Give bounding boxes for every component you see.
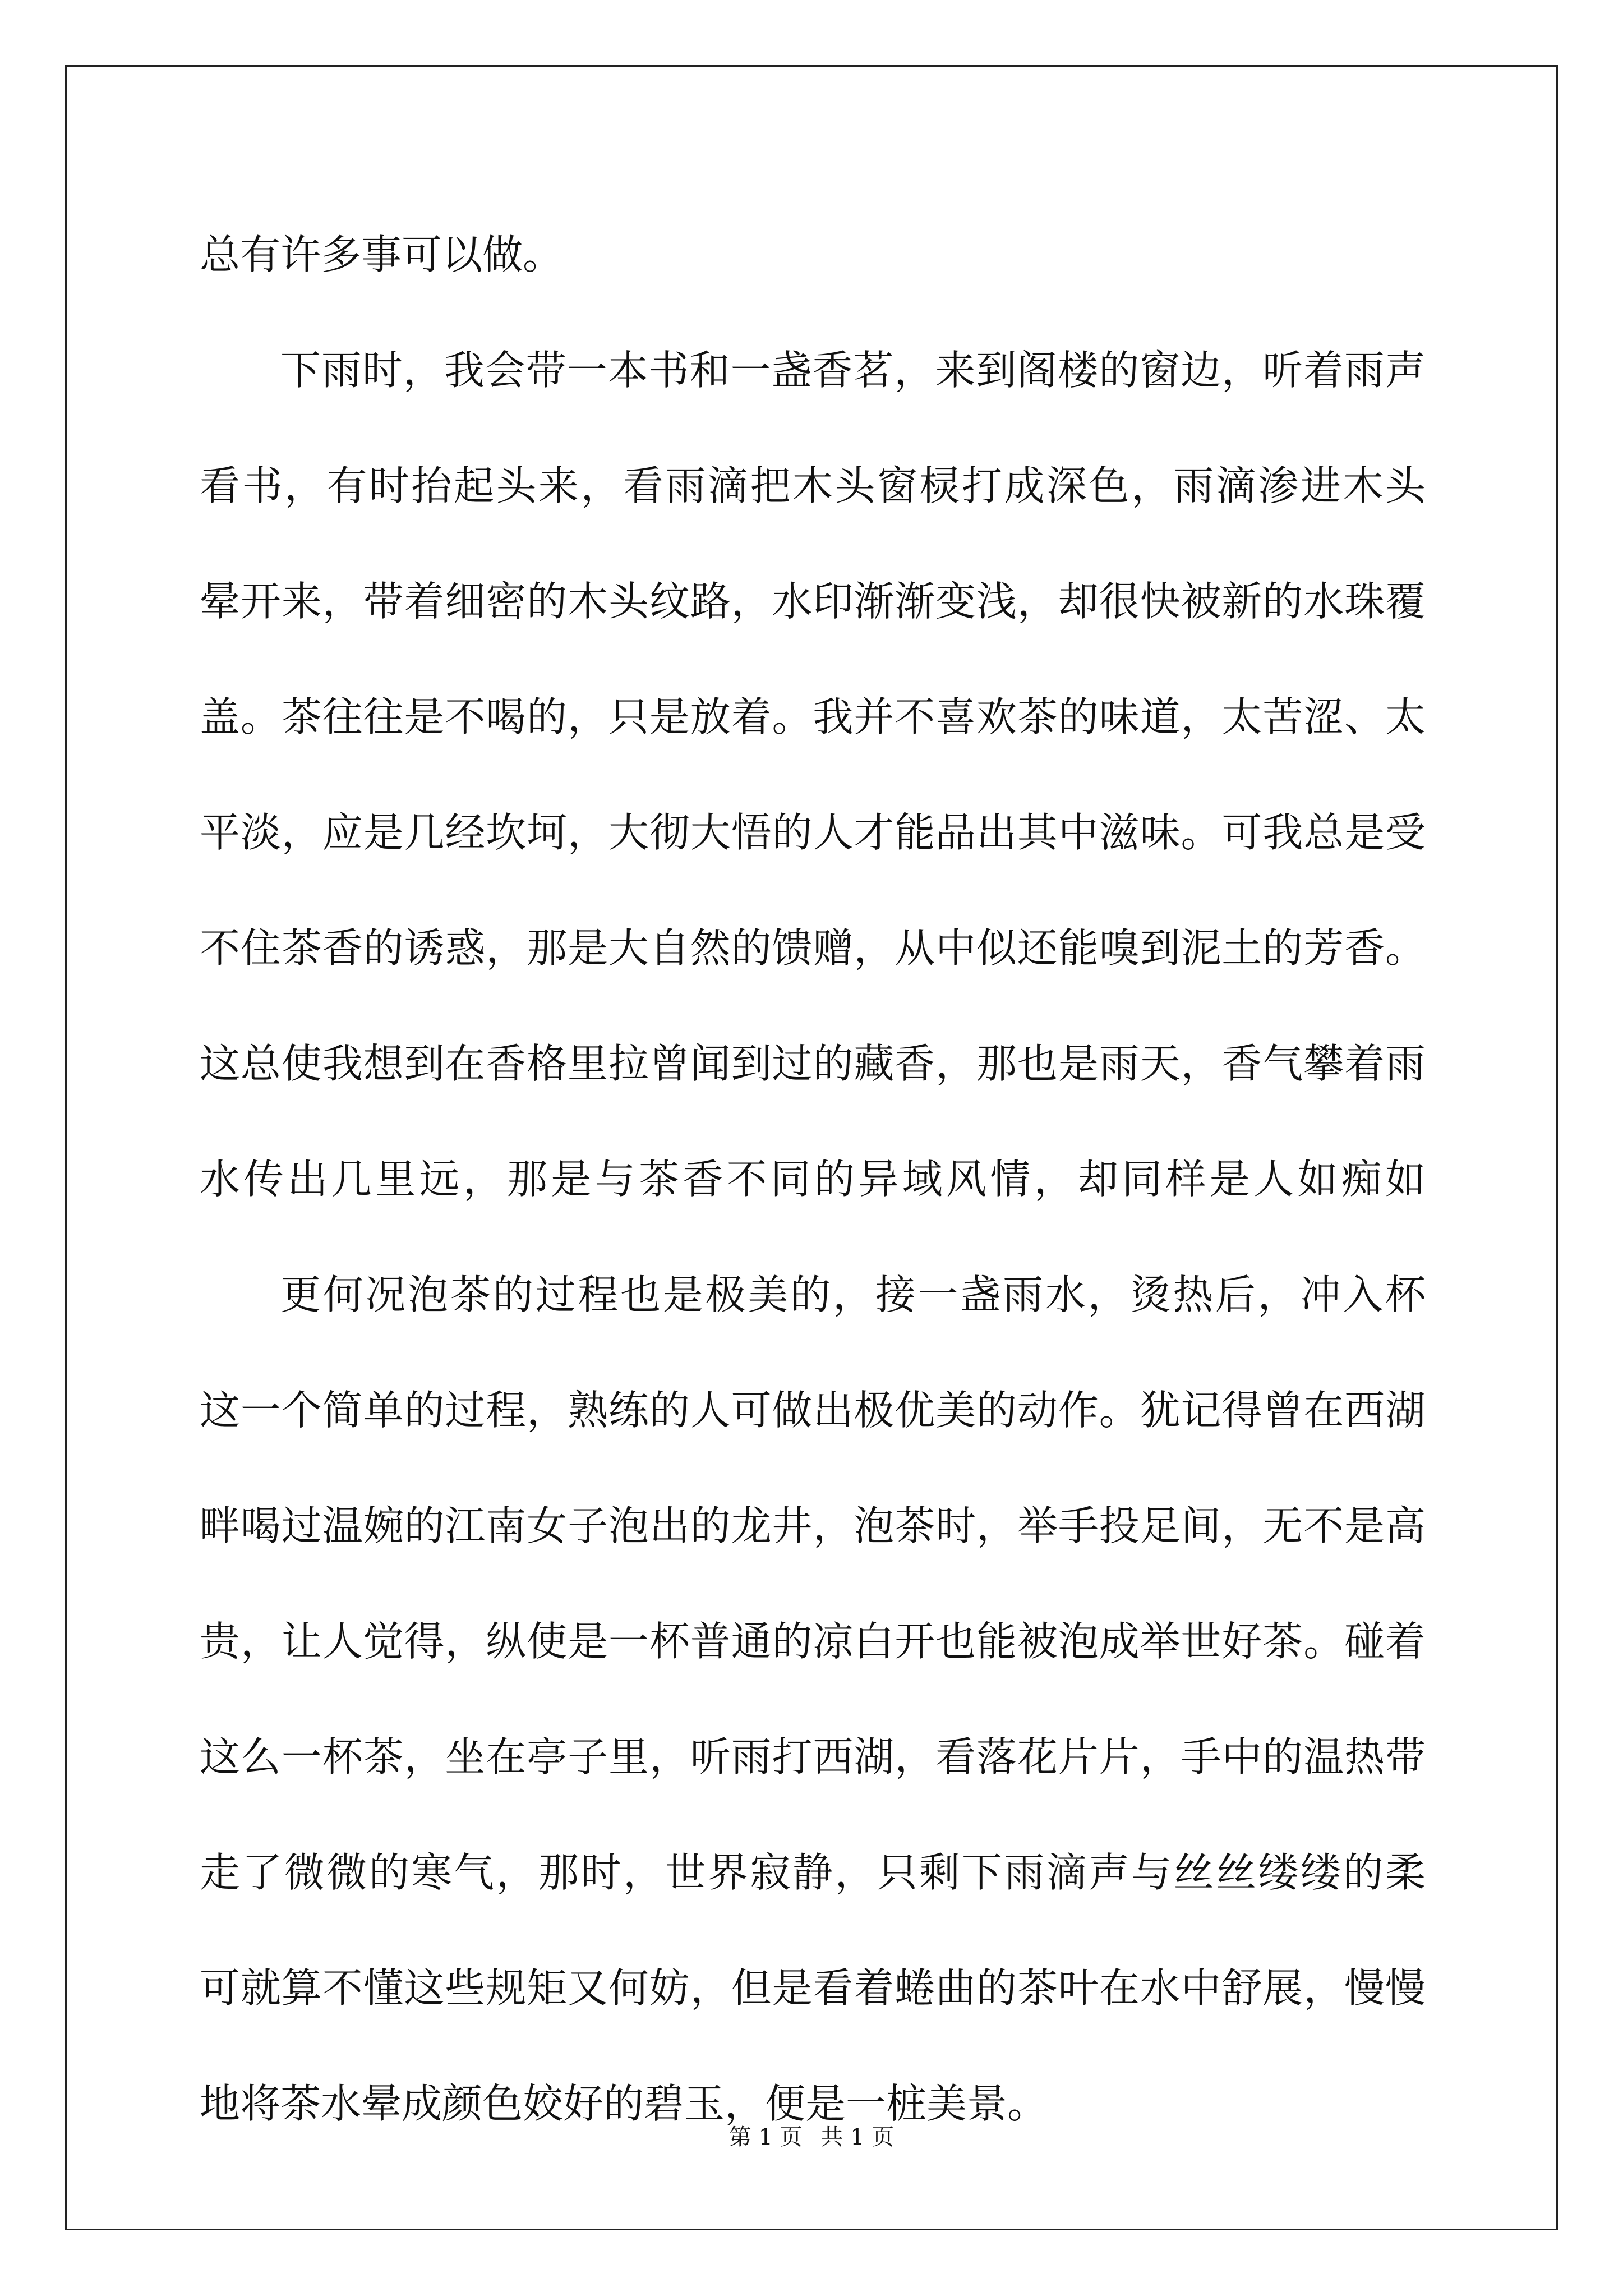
text-line: 这总使我想到在香格里拉曾闻到过的藏香，那也是雨天，香气攀着雨: [200, 1040, 1426, 1087]
page-footer: [0, 2119, 1623, 2151]
text-line: 可就算不懂这些规矩又何妨，但是看着蜷曲的茶叶在水中舒展，慢慢: [200, 1964, 1426, 2012]
text-line: 盖。茶往往是不喝的，只是放着。我并不喜欢茶的味道，太苦涩、太: [200, 693, 1426, 740]
text-line: 这么一杯茶，坐在亭子里，听雨打西湖，看落花片片，手中的温热带: [200, 1733, 1426, 1780]
page-number: 第 1 页: [728, 2124, 803, 2150]
text-line: 平淡，应是几经坎坷，大彻大悟的人才能品出其中滋味。可我总是受: [200, 809, 1426, 856]
text-line: 走了微微的寒气，那时，世界寂静，只剩下雨滴声与丝丝缕缕的柔: [200, 1849, 1426, 1896]
document-body: [200, 197, 1426, 2161]
text-line: 水传出几里远，那是与茶香不同的异域风情，却同样是人如痴如: [200, 1156, 1426, 1203]
text-line: 贵，让人觉得，纵使是一杯普通的凉白开也能被泡成举世好茶。碰着: [200, 1618, 1426, 1665]
text-line: 不住茶香的诱惑，那是大自然的馈赠，从中似还能嗅到泥土的芳香。: [200, 924, 1426, 972]
page-total: 共 1 页: [820, 2124, 895, 2150]
text-line: 畔喝过温婉的江南女子泡出的龙井，泡茶时，举手投足间，无不是高: [200, 1502, 1426, 1549]
text-line: 总有许多事可以做。: [200, 231, 564, 278]
text-line: 看书，有时抬起头来，看雨滴把木头窗棂打成深色，雨滴渗进木头: [200, 462, 1426, 509]
text-line: 晕开来，带着细密的木头纹路，水印渐渐变浅，却很快被新的水珠覆: [200, 578, 1426, 625]
text-line: 下雨时，我会带一本书和一盏香茗，来到阁楼的窗边，听着雨声: [280, 347, 1426, 394]
text-line: 这一个简单的过程，熟练的人可做出极优美的动作。犹记得曾在西湖: [200, 1387, 1426, 1434]
text-line: 更何况泡茶的过程也是极美的，接一盏雨水，烫热后，冲入杯: [280, 1271, 1426, 1318]
text-line: 地将茶水晕成颜色姣好的碧玉，便是一桩美景。: [200, 2080, 1048, 2127]
